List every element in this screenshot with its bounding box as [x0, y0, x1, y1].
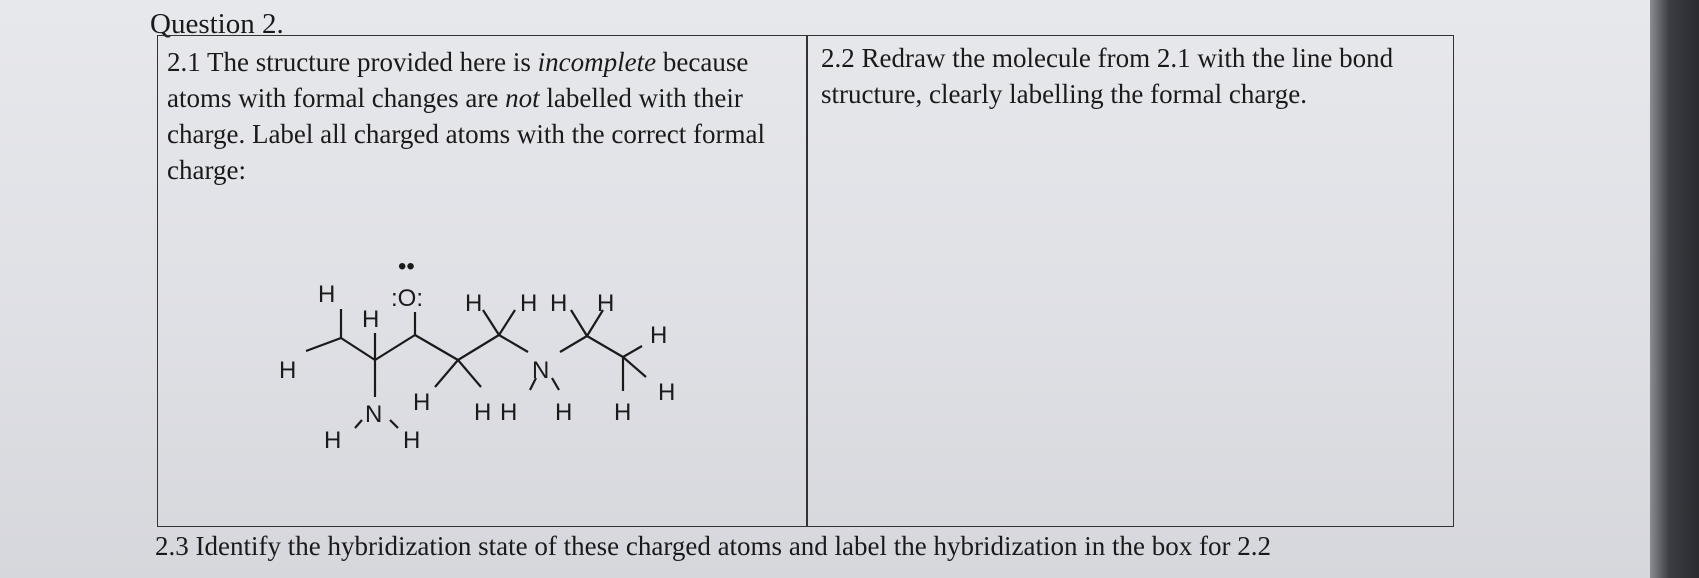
- bond: [587, 336, 623, 357]
- atom-oxygen: :O:: [391, 285, 424, 312]
- question-2-3-text: 2.3 Identify the hybridization state of these charged atoms and label the hybridization in the box for 2.2: [155, 531, 1271, 561]
- atom-h: H: [474, 399, 492, 426]
- bond: [415, 335, 458, 360]
- bond: [560, 336, 587, 352]
- bond: [435, 360, 458, 387]
- atom-h: H: [614, 399, 632, 426]
- atom-h: H: [279, 357, 297, 384]
- q21-text-1: 2.1 The structure provided here is: [167, 47, 538, 77]
- bond: [499, 335, 528, 352]
- bond: [355, 420, 362, 428]
- oxygen-lone-pair: ••: [398, 253, 415, 280]
- bond: [375, 335, 415, 360]
- q21-emphasis-incomplete: incomplete: [537, 47, 657, 77]
- bond: [458, 360, 481, 387]
- atom-h: H: [500, 399, 518, 426]
- atom-nitrogen: N: [365, 401, 383, 428]
- bond: [390, 420, 398, 428]
- question-2-2-text: 2.2 Redraw the molecule from 2.1 with the line bond structure, clearly labelling the formal charge.: [821, 43, 1394, 109]
- atom-h: H: [362, 306, 380, 333]
- q21-text-3: labelled with their charge. Label all charged atoms with the correct formal charge:: [167, 83, 765, 185]
- bond: [623, 346, 642, 357]
- question-heading: Question 2.: [150, 8, 284, 40]
- atom-h: H: [555, 399, 573, 426]
- q21-emphasis-not: not: [505, 83, 540, 113]
- atom-h: H: [403, 427, 421, 454]
- bond: [499, 310, 515, 335]
- bond: [623, 357, 646, 377]
- bond: [571, 310, 587, 336]
- atom-h: H: [520, 290, 538, 317]
- atom-h: H: [324, 427, 342, 454]
- atom-h: H: [413, 389, 431, 416]
- bond: [552, 378, 559, 390]
- atom-h: H: [318, 281, 336, 308]
- bond: [306, 338, 341, 351]
- atom-h: H: [650, 322, 668, 349]
- atom-h: H: [465, 290, 483, 317]
- atom-h: H: [597, 290, 615, 317]
- bond: [341, 338, 375, 360]
- atom-h: H: [658, 379, 676, 406]
- atom-nitrogen: N: [532, 357, 550, 384]
- q21-text-2: because atoms with formal changes are: [167, 47, 749, 113]
- bond: [483, 310, 499, 335]
- bond: [458, 335, 499, 360]
- atom-h: H: [550, 290, 568, 317]
